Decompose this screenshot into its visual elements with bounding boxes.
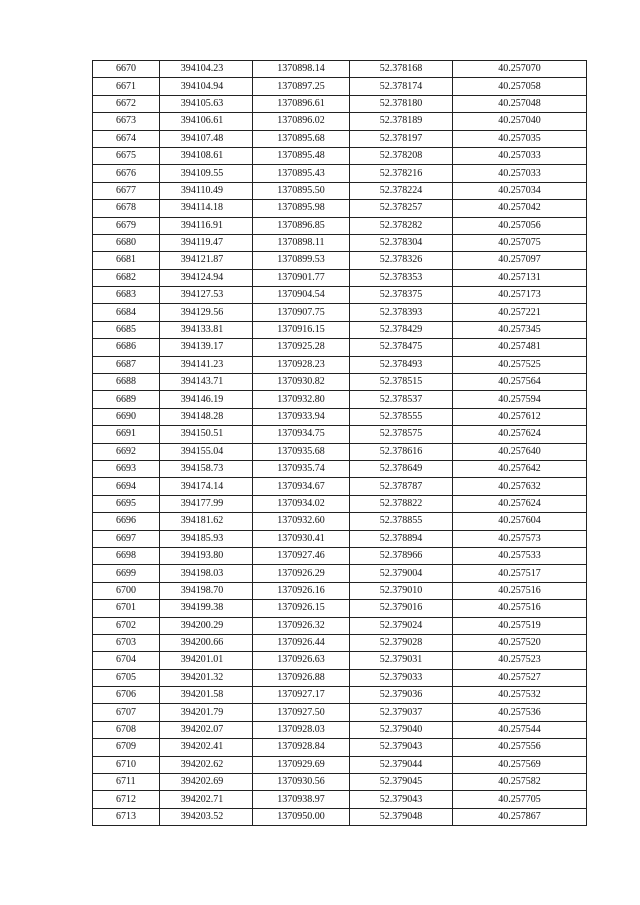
y-coordinate-cell: 1370933.94 [253,408,350,425]
y-coordinate-cell: 1370926.32 [253,617,350,634]
latitude-cell: 52.379028 [350,634,453,651]
y-coordinate-cell: 1370934.67 [253,478,350,495]
y-coordinate-cell: 1370895.50 [253,182,350,199]
point-number-cell: 6713 [93,808,160,825]
x-coordinate-cell: 394185.93 [160,530,253,547]
x-coordinate-cell: 394109.55 [160,165,253,182]
y-coordinate-cell: 1370926.16 [253,582,350,599]
y-coordinate-cell: 1370904.54 [253,287,350,304]
y-coordinate-cell: 1370934.75 [253,426,350,443]
latitude-cell: 52.378429 [350,321,453,338]
table-row [93,530,587,547]
latitude-cell: 52.378326 [350,252,453,269]
longitude-cell: 40.257048 [453,95,587,112]
longitude-cell: 40.257056 [453,217,587,234]
table-row [93,304,587,321]
x-coordinate-cell: 394202.41 [160,739,253,756]
latitude-cell: 52.379037 [350,704,453,721]
point-number-cell: 6685 [93,321,160,338]
table-row [93,808,587,825]
point-number-cell: 6691 [93,426,160,443]
x-coordinate-cell: 394116.91 [160,217,253,234]
table-row [93,147,587,164]
table-row [93,182,587,199]
table-row [93,791,587,808]
point-number-cell: 6682 [93,269,160,286]
table-row [93,165,587,182]
latitude-cell: 52.379010 [350,582,453,599]
longitude-cell: 40.257573 [453,530,587,547]
latitude-cell: 52.378174 [350,78,453,95]
table-row [93,443,587,460]
x-coordinate-cell: 394181.62 [160,513,253,530]
table-row [93,513,587,530]
longitude-cell: 40.257516 [453,600,587,617]
point-number-cell: 6701 [93,600,160,617]
table-row [93,669,587,686]
x-coordinate-cell: 394200.66 [160,634,253,651]
y-coordinate-cell: 1370932.60 [253,513,350,530]
latitude-cell: 52.378180 [350,95,453,112]
longitude-cell: 40.257642 [453,460,587,477]
y-coordinate-cell: 1370935.68 [253,443,350,460]
x-coordinate-cell: 394110.49 [160,182,253,199]
longitude-cell: 40.257070 [453,61,587,78]
latitude-cell: 52.379016 [350,600,453,617]
latitude-cell: 52.379024 [350,617,453,634]
point-number-cell: 6709 [93,739,160,756]
longitude-cell: 40.257097 [453,252,587,269]
table-row [93,130,587,147]
longitude-cell: 40.257131 [453,269,587,286]
y-coordinate-cell: 1370926.15 [253,600,350,617]
point-number-cell: 6695 [93,495,160,512]
y-coordinate-cell: 1370935.74 [253,460,350,477]
y-coordinate-cell: 1370916.15 [253,321,350,338]
y-coordinate-cell: 1370895.68 [253,130,350,147]
y-coordinate-cell: 1370898.11 [253,234,350,251]
point-number-cell: 6674 [93,130,160,147]
y-coordinate-cell: 1370907.75 [253,304,350,321]
latitude-cell: 52.378649 [350,460,453,477]
point-number-cell: 6690 [93,408,160,425]
longitude-cell: 40.257523 [453,652,587,669]
latitude-cell: 52.378197 [350,130,453,147]
y-coordinate-cell: 1370929.69 [253,756,350,773]
table-row [93,200,587,217]
longitude-cell: 40.257612 [453,408,587,425]
latitude-cell: 52.379048 [350,808,453,825]
longitude-cell: 40.257640 [453,443,587,460]
point-number-cell: 6683 [93,287,160,304]
latitude-cell: 52.378168 [350,61,453,78]
x-coordinate-cell: 394201.79 [160,704,253,721]
point-number-cell: 6698 [93,547,160,564]
longitude-cell: 40.257058 [453,78,587,95]
point-number-cell: 6705 [93,669,160,686]
longitude-cell: 40.257345 [453,321,587,338]
point-number-cell: 6673 [93,113,160,130]
point-number-cell: 6702 [93,617,160,634]
x-coordinate-cell: 394114.18 [160,200,253,217]
longitude-cell: 40.257035 [453,130,587,147]
x-coordinate-cell: 394174.14 [160,478,253,495]
x-coordinate-cell: 394139.17 [160,339,253,356]
table-row [93,739,587,756]
y-coordinate-cell: 1370901.77 [253,269,350,286]
x-coordinate-cell: 394108.61 [160,147,253,164]
latitude-cell: 52.378208 [350,147,453,164]
latitude-cell: 52.378257 [350,200,453,217]
point-number-cell: 6679 [93,217,160,234]
point-number-cell: 6680 [93,234,160,251]
latitude-cell: 52.378282 [350,217,453,234]
point-number-cell: 6686 [93,339,160,356]
x-coordinate-cell: 394106.61 [160,113,253,130]
x-coordinate-cell: 394201.01 [160,652,253,669]
table-row [93,704,587,721]
point-number-cell: 6676 [93,165,160,182]
latitude-cell: 52.379033 [350,669,453,686]
longitude-cell: 40.257033 [453,147,587,164]
y-coordinate-cell: 1370930.56 [253,774,350,791]
point-number-cell: 6692 [93,443,160,460]
point-number-cell: 6710 [93,756,160,773]
point-number-cell: 6689 [93,391,160,408]
longitude-cell: 40.257525 [453,356,587,373]
latitude-cell: 52.378575 [350,426,453,443]
x-coordinate-cell: 394121.87 [160,252,253,269]
table-row [93,356,587,373]
table-row [93,391,587,408]
x-coordinate-cell: 394202.07 [160,721,253,738]
y-coordinate-cell: 1370934.02 [253,495,350,512]
latitude-cell: 52.378216 [350,165,453,182]
table-row [93,321,587,338]
x-coordinate-cell: 394158.73 [160,460,253,477]
x-coordinate-cell: 394143.71 [160,374,253,391]
longitude-cell: 40.257532 [453,687,587,704]
x-coordinate-cell: 394104.23 [160,61,253,78]
x-coordinate-cell: 394199.38 [160,600,253,617]
longitude-cell: 40.257520 [453,634,587,651]
point-number-cell: 6678 [93,200,160,217]
longitude-cell: 40.257624 [453,495,587,512]
coordinates-table [92,60,587,826]
longitude-cell: 40.257564 [453,374,587,391]
table-row [93,495,587,512]
table-row [93,269,587,286]
latitude-cell: 52.378537 [350,391,453,408]
latitude-cell: 52.378855 [350,513,453,530]
point-number-cell: 6687 [93,356,160,373]
y-coordinate-cell: 1370950.00 [253,808,350,825]
latitude-cell: 52.378393 [350,304,453,321]
y-coordinate-cell: 1370926.44 [253,634,350,651]
y-coordinate-cell: 1370925.28 [253,339,350,356]
longitude-cell: 40.257075 [453,234,587,251]
latitude-cell: 52.378894 [350,530,453,547]
x-coordinate-cell: 394202.62 [160,756,253,773]
point-number-cell: 6672 [93,95,160,112]
longitude-cell: 40.257544 [453,721,587,738]
table-row [93,217,587,234]
table-row [93,547,587,564]
latitude-cell: 52.378304 [350,234,453,251]
y-coordinate-cell: 1370932.80 [253,391,350,408]
y-coordinate-cell: 1370895.48 [253,147,350,164]
longitude-cell: 40.257516 [453,582,587,599]
x-coordinate-cell: 394202.71 [160,791,253,808]
y-coordinate-cell: 1370896.61 [253,95,350,112]
longitude-cell: 40.257042 [453,200,587,217]
latitude-cell: 52.379043 [350,791,453,808]
longitude-cell: 40.257604 [453,513,587,530]
longitude-cell: 40.257705 [453,791,587,808]
longitude-cell: 40.257033 [453,165,587,182]
table-row [93,408,587,425]
table-row [93,113,587,130]
latitude-cell: 52.378493 [350,356,453,373]
latitude-cell: 52.378224 [350,182,453,199]
latitude-cell: 52.378475 [350,339,453,356]
x-coordinate-cell: 394155.04 [160,443,253,460]
point-number-cell: 6700 [93,582,160,599]
longitude-cell: 40.257040 [453,113,587,130]
y-coordinate-cell: 1370926.29 [253,565,350,582]
point-number-cell: 6681 [93,252,160,269]
coordinates-table-body [93,61,587,826]
point-number-cell: 6696 [93,513,160,530]
table-row [93,287,587,304]
table-row [93,582,587,599]
table-row [93,634,587,651]
y-coordinate-cell: 1370928.23 [253,356,350,373]
point-number-cell: 6704 [93,652,160,669]
y-coordinate-cell: 1370930.82 [253,374,350,391]
x-coordinate-cell: 394129.56 [160,304,253,321]
table-row [93,95,587,112]
x-coordinate-cell: 394133.81 [160,321,253,338]
latitude-cell: 52.379031 [350,652,453,669]
x-coordinate-cell: 394200.29 [160,617,253,634]
latitude-cell: 52.378353 [350,269,453,286]
longitude-cell: 40.257582 [453,774,587,791]
x-coordinate-cell: 394203.52 [160,808,253,825]
point-number-cell: 6670 [93,61,160,78]
x-coordinate-cell: 394198.03 [160,565,253,582]
latitude-cell: 52.378822 [350,495,453,512]
longitude-cell: 40.257517 [453,565,587,582]
x-coordinate-cell: 394148.28 [160,408,253,425]
y-coordinate-cell: 1370898.14 [253,61,350,78]
longitude-cell: 40.257221 [453,304,587,321]
point-number-cell: 6711 [93,774,160,791]
x-coordinate-cell: 394150.51 [160,426,253,443]
table-row [93,339,587,356]
x-coordinate-cell: 394198.70 [160,582,253,599]
latitude-cell: 52.378787 [350,478,453,495]
longitude-cell: 40.257481 [453,339,587,356]
latitude-cell: 52.378189 [350,113,453,130]
x-coordinate-cell: 394146.19 [160,391,253,408]
table-row [93,426,587,443]
point-number-cell: 6671 [93,78,160,95]
table-row [93,600,587,617]
y-coordinate-cell: 1370927.50 [253,704,350,721]
latitude-cell: 52.378375 [350,287,453,304]
point-number-cell: 6675 [93,147,160,164]
longitude-cell: 40.257624 [453,426,587,443]
x-coordinate-cell: 394127.53 [160,287,253,304]
point-number-cell: 6694 [93,478,160,495]
x-coordinate-cell: 394193.80 [160,547,253,564]
y-coordinate-cell: 1370895.43 [253,165,350,182]
table-row [93,774,587,791]
longitude-cell: 40.257533 [453,547,587,564]
table-row [93,78,587,95]
table-row [93,460,587,477]
x-coordinate-cell: 394104.94 [160,78,253,95]
y-coordinate-cell: 1370926.88 [253,669,350,686]
latitude-cell: 52.379044 [350,756,453,773]
x-coordinate-cell: 394107.48 [160,130,253,147]
longitude-cell: 40.257632 [453,478,587,495]
table-row [93,565,587,582]
point-number-cell: 6712 [93,791,160,808]
x-coordinate-cell: 394201.32 [160,669,253,686]
longitude-cell: 40.257569 [453,756,587,773]
y-coordinate-cell: 1370896.02 [253,113,350,130]
latitude-cell: 52.378966 [350,547,453,564]
y-coordinate-cell: 1370899.53 [253,252,350,269]
longitude-cell: 40.257519 [453,617,587,634]
table-row [93,756,587,773]
table-row [93,652,587,669]
y-coordinate-cell: 1370930.41 [253,530,350,547]
x-coordinate-cell: 394177.99 [160,495,253,512]
point-number-cell: 6697 [93,530,160,547]
point-number-cell: 6693 [93,460,160,477]
y-coordinate-cell: 1370897.25 [253,78,350,95]
point-number-cell: 6706 [93,687,160,704]
longitude-cell: 40.257594 [453,391,587,408]
table-row [93,478,587,495]
latitude-cell: 52.378616 [350,443,453,460]
x-coordinate-cell: 394201.58 [160,687,253,704]
y-coordinate-cell: 1370927.46 [253,547,350,564]
latitude-cell: 52.379040 [350,721,453,738]
x-coordinate-cell: 394105.63 [160,95,253,112]
longitude-cell: 40.257867 [453,808,587,825]
y-coordinate-cell: 1370928.03 [253,721,350,738]
latitude-cell: 52.378515 [350,374,453,391]
y-coordinate-cell: 1370927.17 [253,687,350,704]
table-row [93,687,587,704]
point-number-cell: 6684 [93,304,160,321]
longitude-cell: 40.257034 [453,182,587,199]
x-coordinate-cell: 394124.94 [160,269,253,286]
longitude-cell: 40.257173 [453,287,587,304]
point-number-cell: 6707 [93,704,160,721]
y-coordinate-cell: 1370938.97 [253,791,350,808]
y-coordinate-cell: 1370896.85 [253,217,350,234]
longitude-cell: 40.257556 [453,739,587,756]
point-number-cell: 6688 [93,374,160,391]
latitude-cell: 52.379045 [350,774,453,791]
table-row [93,721,587,738]
latitude-cell: 52.378555 [350,408,453,425]
table-row [93,617,587,634]
longitude-cell: 40.257536 [453,704,587,721]
table-row [93,374,587,391]
y-coordinate-cell: 1370926.63 [253,652,350,669]
x-coordinate-cell: 394141.23 [160,356,253,373]
table-row [93,61,587,78]
x-coordinate-cell: 394202.69 [160,774,253,791]
table-row [93,234,587,251]
y-coordinate-cell: 1370895.98 [253,200,350,217]
latitude-cell: 52.379004 [350,565,453,582]
point-number-cell: 6703 [93,634,160,651]
table-row [93,252,587,269]
x-coordinate-cell: 394119.47 [160,234,253,251]
point-number-cell: 6699 [93,565,160,582]
y-coordinate-cell: 1370928.84 [253,739,350,756]
point-number-cell: 6677 [93,182,160,199]
latitude-cell: 52.379036 [350,687,453,704]
latitude-cell: 52.379043 [350,739,453,756]
point-number-cell: 6708 [93,721,160,738]
longitude-cell: 40.257527 [453,669,587,686]
